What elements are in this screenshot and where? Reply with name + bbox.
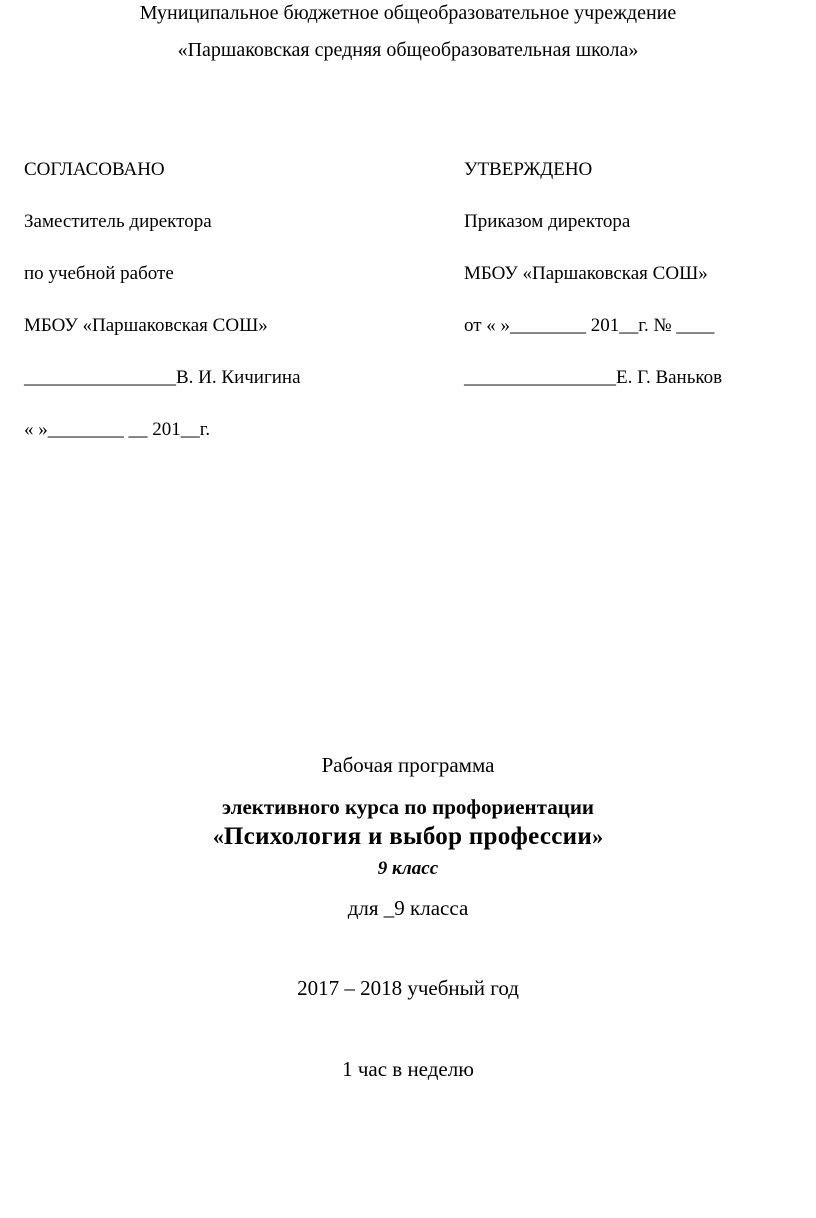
agreed-school: МБОУ «Паршаковская СОШ» bbox=[24, 315, 268, 336]
program-title bbox=[0, 824, 816, 849]
course-line: элективного курса по профориентации bbox=[221, 795, 595, 819]
approved-order-by: Приказом директора bbox=[464, 211, 631, 232]
program-type: Рабочая программа bbox=[321, 753, 495, 777]
agreed-signature: ________________В. И. Кичигина bbox=[24, 367, 301, 388]
agreed-heading: СОГЛАСОВАНО bbox=[24, 159, 165, 180]
approved-order-number: от « »________ 201__г. № ____ bbox=[464, 315, 715, 336]
agreed-date: « »________ __ 201__г. bbox=[24, 419, 211, 440]
school-type: Муниципальное бюджетное общеобразовательное учреждение bbox=[139, 2, 677, 24]
agreed-department: по учебной работе bbox=[24, 263, 174, 284]
approved-heading: УТВЕРЖДЕНО bbox=[464, 159, 593, 180]
approved-school: МБОУ «Паршаковская СОШ» bbox=[464, 263, 708, 284]
agreed-position: Заместитель директора bbox=[24, 211, 212, 232]
approved-signature: ________________Е. Г. Ваньков bbox=[464, 367, 723, 388]
title-close-quote: » bbox=[592, 824, 604, 849]
for-grade: для _9 класса bbox=[347, 896, 469, 920]
school-name: «Паршаковская средняя общеобразовательная школа» bbox=[177, 39, 639, 61]
title-open-quote: « bbox=[212, 824, 224, 849]
school-year: 2017 – 2018 учебный год bbox=[297, 976, 519, 1000]
title-text: Психология и выбор профессии bbox=[223, 823, 593, 850]
grade-italic: 9 класс bbox=[377, 858, 439, 879]
hours-per-week: 1 час в неделю bbox=[342, 1057, 474, 1081]
